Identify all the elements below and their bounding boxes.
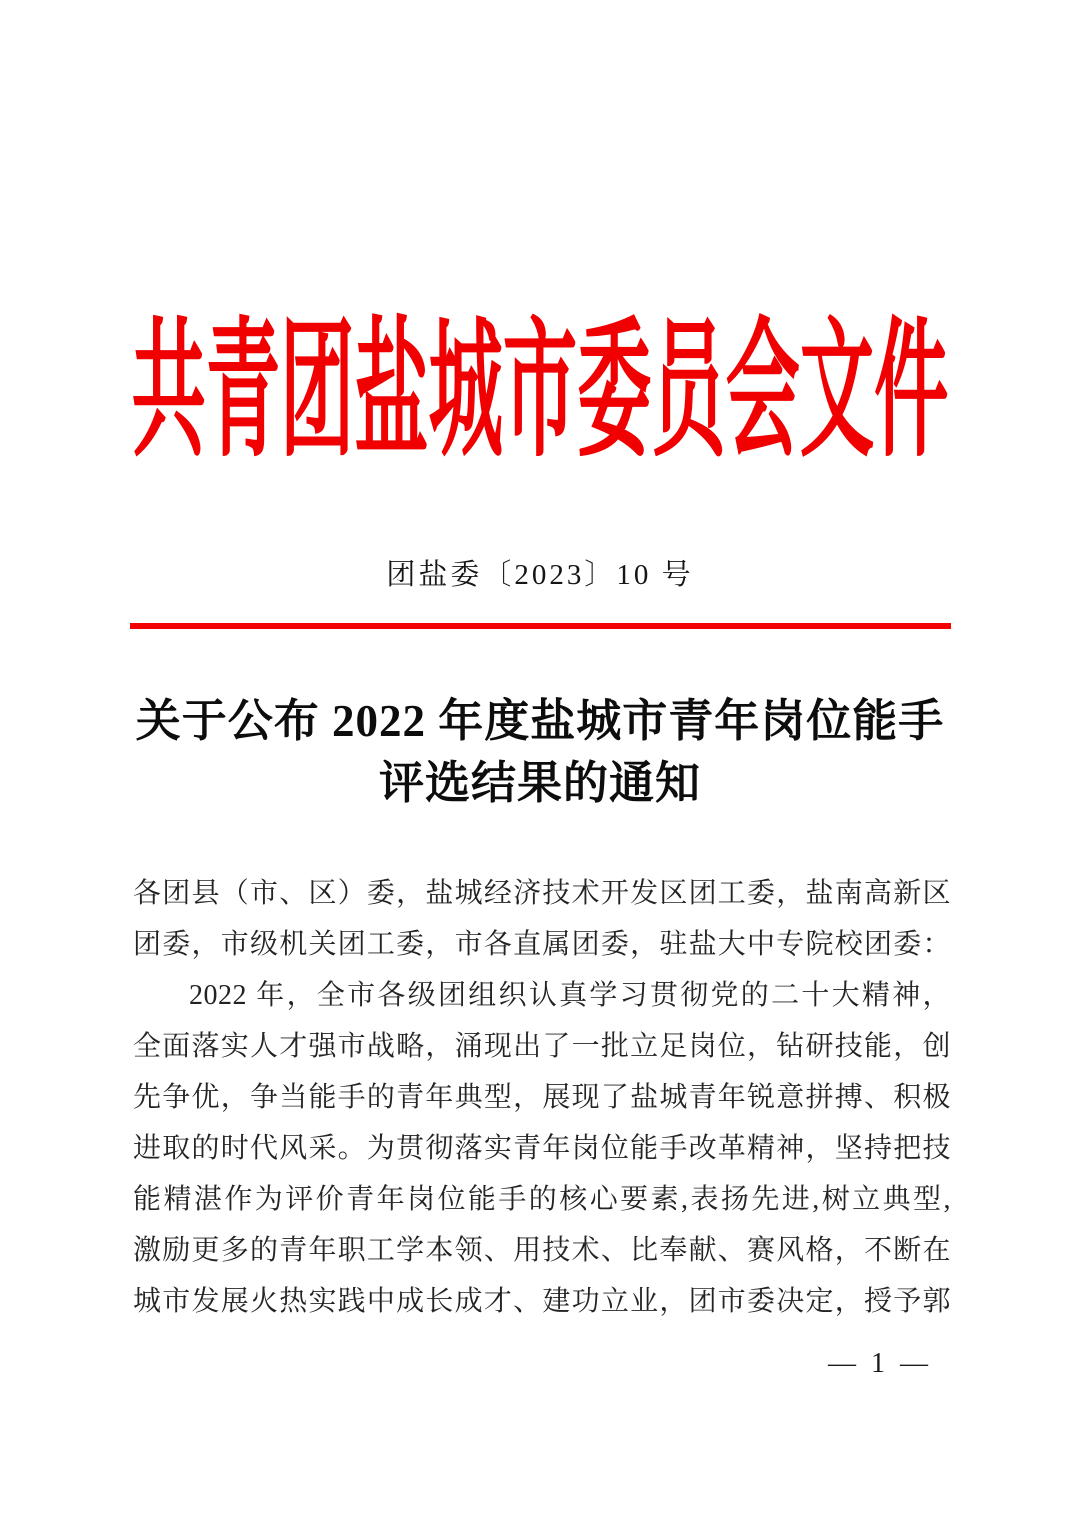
document-number: 团盐委〔2023〕10 号 — [386, 559, 694, 591]
body-line-9: 城市发展火热实践中成长成才、建功立业，团市委决定，授予郭 — [133, 1286, 951, 1317]
red-divider-line — [130, 623, 951, 629]
issuing-authority-title: 共青团盐城市委员会文件 — [131, 309, 949, 475]
document-body — [133, 868, 951, 1327]
document-title-line-2: 评选结果的通知 — [378, 758, 701, 808]
body-line-5: 先争优，争当能手的青年典型，展现了盐城青年锐意拼搏、积极 — [133, 1082, 951, 1113]
body-line-4: 全面落实人才强市战略，涌现出了一批立足岗位，钻研技能，创 — [133, 1031, 951, 1062]
page-number: — 1 — — [828, 1348, 932, 1379]
document-title — [0, 690, 1080, 814]
body-line-7: 能精湛作为评价青年岗位能手的核心要素,表扬先进,树立典型, — [133, 1184, 951, 1215]
document-title-line-1: 关于公布 2022 年度盐城市青年岗位能手 — [135, 696, 945, 746]
body-line-8: 激励更多的青年职工学本领、用技术、比奉献、赛风格，不断在 — [133, 1235, 951, 1266]
document-header-banner — [0, 306, 1080, 478]
body-line-3: 2022 年，全市各级团组织认真学习贯彻党的二十大精神， — [189, 980, 951, 1011]
body-line-6: 进取的时代风采。为贯彻落实青年岗位能手改革精神，坚持把技 — [133, 1133, 951, 1164]
body-line-1: 各团县（市、区）委，盐城经济技术开发区团工委，盐南高新区 — [133, 878, 951, 909]
body-line-2: 团委，市级机关团工委，市各直属团委，驻盐大中专院校团委： — [133, 929, 951, 960]
